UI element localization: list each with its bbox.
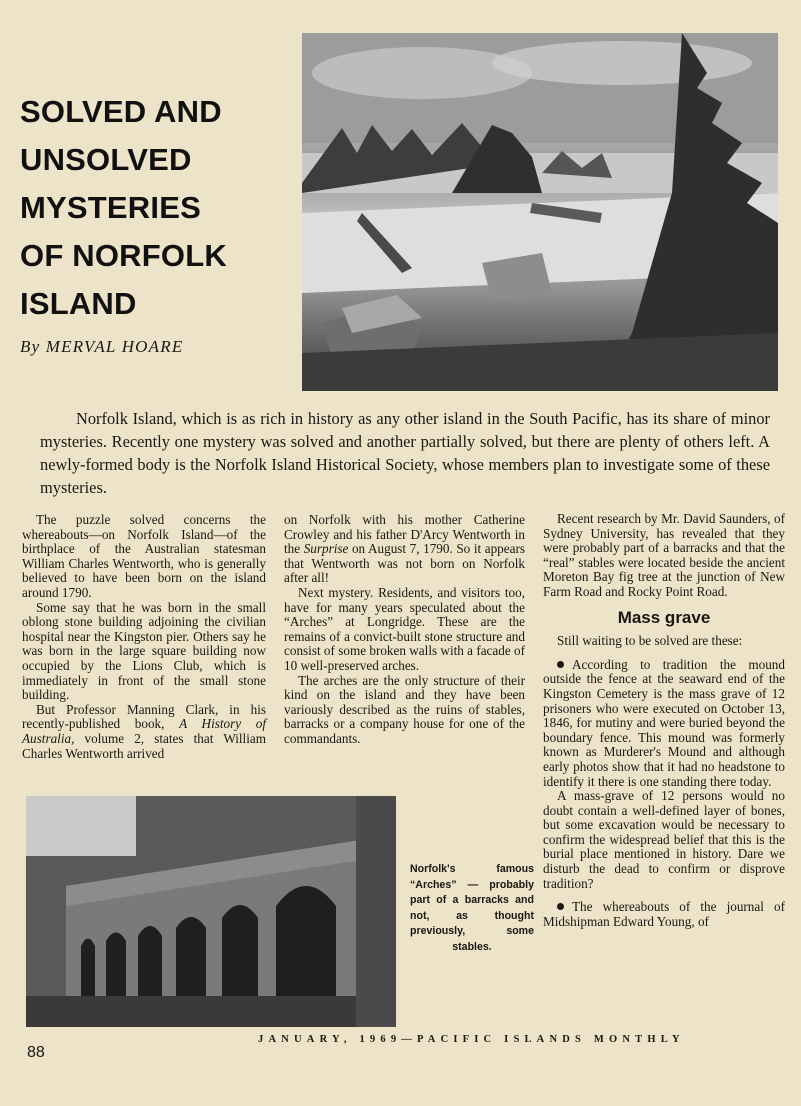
book-title: A History of Australia, (22, 716, 267, 746)
paragraph: Still waiting to be solved are these: (557, 633, 743, 649)
page-footer: JANUARY, 1969—PACIFIC ISLANDS MONTHLY (258, 1034, 685, 1045)
paragraph: Recent research by Mr. David Saunders, of Sydney University, has revealed that they were probably part of a barracks and that the “real” stables were located beside the ancient Moreton Bay fig tree at the junction of New Farm Road and Rocky Point Road. (543, 511, 785, 599)
article-intro: Norfolk Island, which is as rich in history as any other island in the South Pacific, has its share of minor mysteries. Recently one mystery was solved and another partially solved, but there are plenty of others left. A newly-formed body is the Norfolk Island Historical Society, whose members plan to investigate some of these mysteries. (40, 409, 770, 497)
paragraph (22, 703, 266, 761)
column-1 (22, 513, 266, 761)
paragraph: The puzzle solved concerns the whereabouts—on Norfolk Island—of the birthplace of the Australian statesman William Charles Wentworth, who is generally believed to have been born on the island around 1790. (22, 512, 266, 600)
headline-line: UNSOLVED (20, 142, 192, 177)
paragraph: A mass-grave of 12 persons would no doubt contain a well-defined layer of bones, but some excavation would be necessary to confirm the widespread belief that this is the burial place mentioned in history. Dare we disturb the dead to confirm or disprove tradition? (543, 788, 785, 891)
photo-caption: Norfolk's famous “Arches” — probably part of a barracks and not, as thought previously, some stables. (410, 863, 534, 953)
byline: By MERVAL HOARE (20, 337, 184, 356)
bullet-icon (557, 903, 564, 910)
text-run: The whereabouts of the journal of Midshipman Edward Young, of (543, 899, 785, 929)
headline-line: OF NORFOLK (20, 238, 227, 273)
headline-line: MYSTERIES (20, 190, 201, 225)
arches-photo (26, 796, 396, 1027)
text-run: But Professor Manning Clark, in his recently-published book, (22, 701, 266, 732)
bullet-paragraph (543, 658, 785, 789)
headline-line: ISLAND (20, 286, 137, 321)
headline-line: SOLVED AND (20, 94, 222, 129)
article-headline (20, 88, 295, 328)
paragraph: Some say that he was born in the small oblong stone building adjoining the civilian hospital near the Kingston pier. Others say he was born in the large square building now occupied by the Lions Club, which is immediately in front of the small stone building. (22, 599, 266, 703)
text-run: volume 2, states that William Charles Wentworth arrived (22, 730, 266, 761)
ship-name: Surprise (303, 541, 349, 557)
page-number: 88 (27, 1044, 45, 1061)
text-run: on August 7, 1790. So it appears that Wentworth was not born on Norfolk after all! (284, 541, 525, 586)
text-run: on Norfolk with his mother Catherine Crowley and his father D'Arcy Wentworth in the (284, 512, 525, 557)
bullet-paragraph (543, 900, 785, 929)
text-run: According to tradition the mound outside the fence at the seaward end of the Kingston Cemetery is the mass grave of 12 prisoners who were executed on October 13, 1846, for mutiny and were buried beyond the boundary fence. This mound was formerly known as Murderer's Mound and although early photos show that it had no headstone to identify it there is one standing there today. (543, 656, 785, 789)
column-3 (543, 512, 785, 929)
paragraph (284, 513, 525, 586)
kingston-landscape-photo (302, 33, 778, 391)
subheading: Mass grave (617, 607, 711, 627)
column-2 (284, 513, 525, 747)
paragraph: Next mystery. Residents, and visitors too, have for many years speculated about the “Arches” at Longridge. These are the remains of a convict-built stone structure and consist of some broken walls with a facade of 10 well-preserved arches. (284, 584, 525, 673)
bullet-icon (557, 661, 564, 668)
paragraph: The arches are the only structure of their kind on the island and they have been variously described as the ruins of stables, barracks or a company house for one of the commandants. (284, 672, 525, 746)
